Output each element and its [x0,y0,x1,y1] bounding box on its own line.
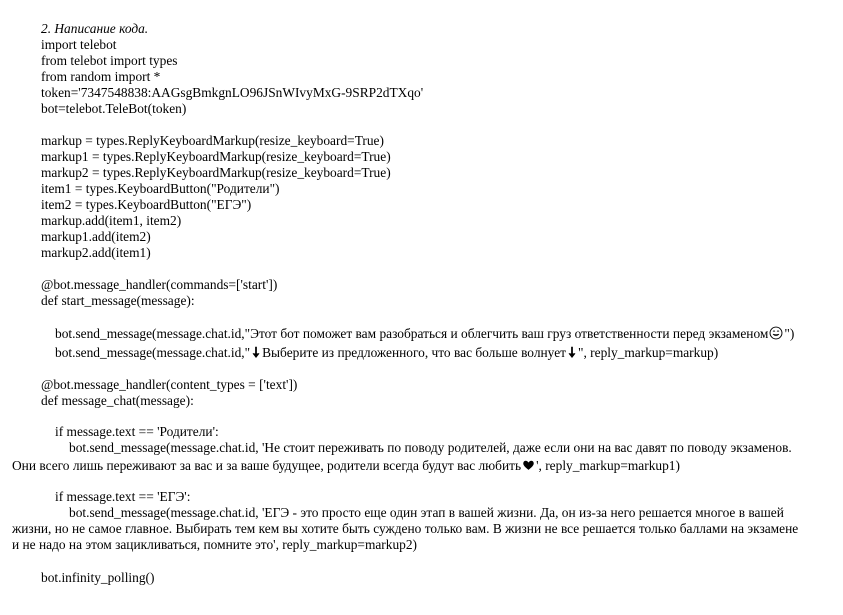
code-line: жизни, но не самое главное. Выбирать тем кем вы хотите быть суждено только вам. В жизни не все решается только баллами на экзамене [12,521,799,536]
code-line: @bot.message_handler(commands=['start']) [41,277,278,292]
code-line: markup1 = types.ReplyKeyboardMarkup(resize_keyboard=True) [41,149,391,164]
section-heading: 2. Написание кода. [41,21,149,36]
code-line: markup2.add(item1) [41,245,151,260]
code-text: ") [784,326,795,341]
code-line: if message.text == 'ЕГЭ': [55,489,191,504]
code-text: ", reply_markup=markup) [578,345,719,360]
code-line: markup.add(item1, item2) [41,213,182,228]
code-text: Выберите из предложенного, что вас больше волнует [262,345,566,360]
code-line: from telebot import types [41,53,178,68]
smiling-face-emoji-icon [769,326,783,340]
code-text: bot.send_message(message.chat.id," [55,345,251,360]
code-line: item1 = types.KeyboardButton("Родители") [41,181,280,196]
code-line: markup1.add(item2) [41,229,151,244]
down-arrow-emoji-icon [567,345,577,359]
code-line: def start_message(message): [41,293,195,308]
code-text: Они всего лишь переживают за вас и за ваше будущее, родители всегда будут вас любить [12,458,522,473]
code-line-choose-prompt [55,345,718,361]
code-line-parents-reply [12,458,680,474]
code-line: и не надо на этом зацикливаться, помните это', reply_markup=markup2) [12,537,418,552]
code-line: if message.text == 'Родители': [55,424,219,439]
code-line: @bot.message_handler(content_types = ['text']) [41,377,298,392]
code-line: bot.send_message(message.chat.id, 'Не стоит переживать по поводу родителей, даже если они на вас давят по поводу экзаменов. [69,440,792,455]
code-line: item2 = types.KeyboardButton("ЕГЭ") [41,197,252,212]
code-line: token='7347548838:AAGsgBmkgnLO96JSnWIvyMxG-9SRP2dTXqo' [41,85,424,100]
code-line: bot.infinity_polling() [41,570,155,585]
down-arrow-emoji-icon [251,345,261,359]
code-line: import telebot [41,37,117,52]
code-line-start-message [55,326,794,342]
code-line: def message_chat(message): [41,393,194,408]
code-text: bot.send_message(message.chat.id,"Этот бот поможет вам разобраться и облегчить ваш груз ответственности перед экзаменом [55,326,769,341]
code-line: bot.send_message(message.chat.id, 'ЕГЭ - это просто еще один этап в вашей жизни. Да, он из-за него решается многое в вашей [69,505,784,520]
code-line: markup2 = types.ReplyKeyboardMarkup(resize_keyboard=True) [41,165,391,180]
code-line: bot=telebot.TeleBot(token) [41,101,187,116]
code-line: from random import * [41,69,161,84]
black-heart-emoji-icon [522,458,535,472]
code-text: ', reply_markup=markup1) [536,458,680,473]
code-line: markup = types.ReplyKeyboardMarkup(resize_keyboard=True) [41,133,384,148]
